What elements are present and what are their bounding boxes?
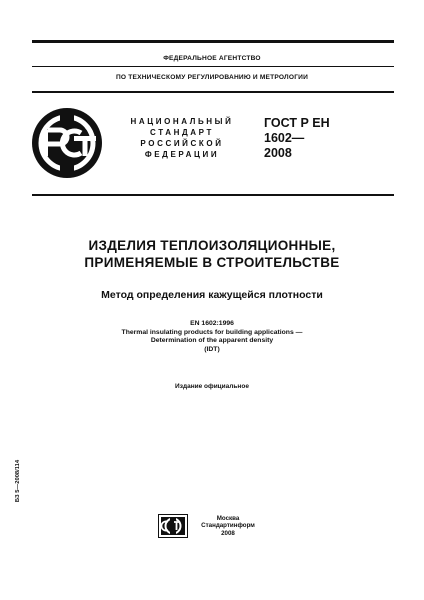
- document-subtitle: Метод определения кажущейся плотности: [101, 289, 323, 301]
- publisher-info: [190, 515, 266, 537]
- en-title-line-1: Thermal insulating products for building applications —: [121, 328, 303, 336]
- title-line-1: ИЗДЕЛИЯ ТЕПЛОИЗОЛЯЦИОННЫЕ,: [88, 238, 336, 253]
- agency-line-2: ПО ТЕХНИЧЕСКОМУ РЕГУЛИРОВАНИЮ И МЕТРОЛОГИИ: [115, 74, 309, 81]
- gost-line-3: 2008: [264, 146, 292, 160]
- standard-block-rule: [32, 194, 394, 196]
- top-rule: [32, 40, 394, 43]
- standartinform-logo-icon: [158, 514, 188, 538]
- header-rule: [32, 91, 394, 93]
- en-idt-label: (IDT): [204, 345, 220, 353]
- national-line-1: НАЦИОНАЛЬНЫЙ: [130, 117, 234, 126]
- national-line-2: СТАНДАРТ: [150, 128, 214, 137]
- official-edition-label: Издание официальное: [175, 383, 249, 390]
- document-title: [0, 237, 424, 271]
- rst-certification-mark-icon: [30, 106, 104, 180]
- gost-line-1: ГОСТ Р ЕН: [264, 116, 330, 130]
- agency-line-1: ФЕДЕРАЛЬНОЕ АГЕНТСТВО: [163, 55, 261, 62]
- gost-line-2: 1602—: [264, 131, 305, 145]
- en-title-line-2: Determination of the apparent density: [150, 337, 274, 345]
- gost-designation: [264, 116, 374, 161]
- title-line-2: ПРИМЕНЯЕМЫЕ В СТРОИТЕЛЬСТВЕ: [84, 255, 340, 270]
- publisher-city: Москва: [216, 515, 240, 522]
- publisher-year: 2008: [221, 529, 235, 537]
- national-standard-label: [118, 116, 246, 160]
- en-standard-code: EN 1602:1996: [190, 320, 234, 327]
- english-designation: [0, 320, 424, 354]
- national-line-4: ФЕДЕРАЦИИ: [144, 150, 220, 159]
- national-line-3: РОССИЙСКОЙ: [140, 139, 224, 148]
- side-code: БЗ 5—2008/114: [15, 459, 21, 503]
- publisher-name: Стандартинформ: [201, 522, 255, 530]
- agency-divider: [32, 66, 394, 67]
